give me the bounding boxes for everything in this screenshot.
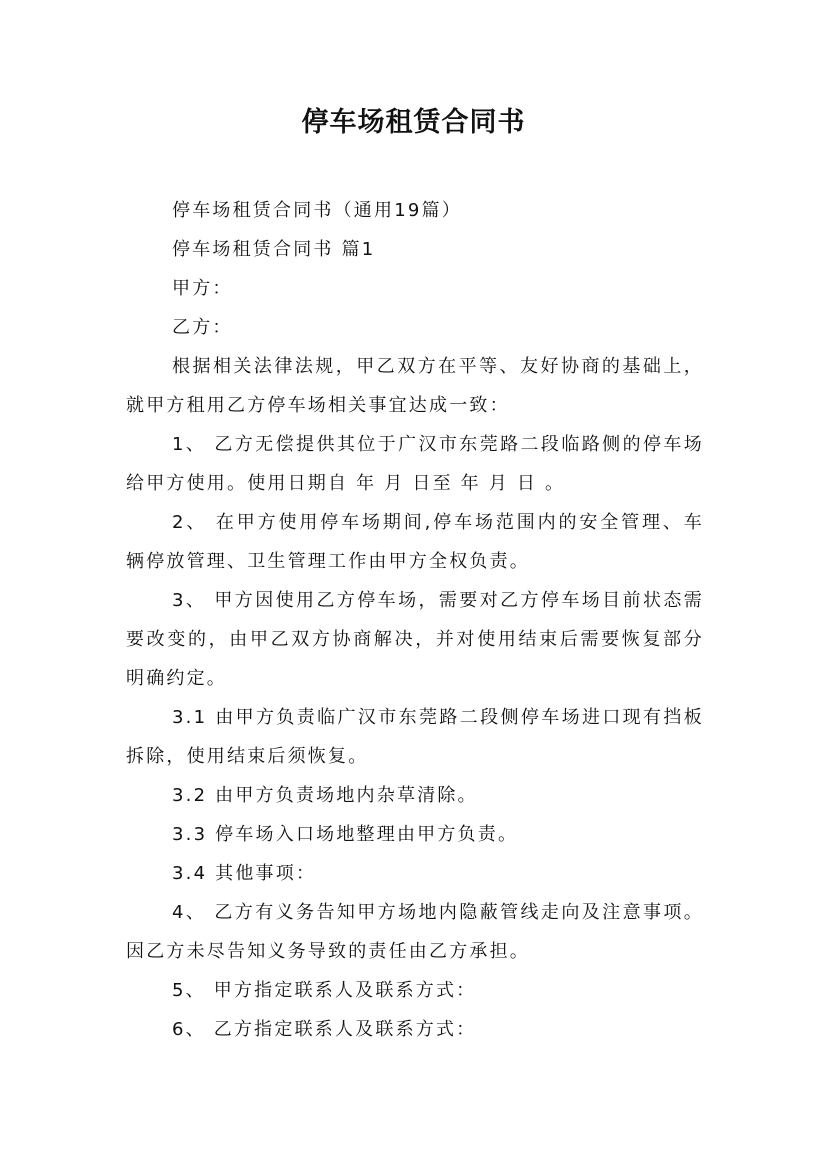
paragraph-party-b: 乙方： xyxy=(172,317,233,338)
paragraph-clause-3: 3、 甲方因使用乙方停车场，需要对乙方停车场目前状态需要改变的，由甲乙双方协商解决，并对使用结束后需要恢复部分明确约定。 xyxy=(126,590,704,689)
paragraph-clause-4: 4、 乙方有义务告知甲方场地内隐蔽管线走向及注意事项。因乙方未尽告知义务导致的责任由乙方承担。 xyxy=(126,902,704,962)
paragraph-clause-3-4: 3.4 其他事项： xyxy=(172,863,317,884)
paragraph-clause-5: 5、 甲方指定联系人及联系方式： xyxy=(172,980,477,1001)
paragraph-party-a: 甲方： xyxy=(172,278,233,299)
paragraph-clause-6: 6、 乙方指定联系人及联系方式： xyxy=(172,1019,477,1040)
paragraph-section-heading: 停车场租赁合同书 篇1 xyxy=(172,239,376,260)
paragraph-clause-1: 1、 乙方无偿提供其位于广汉市东莞路二段临路侧的停车场给甲方使用。使用日期自 年 月 日至 年 月 日 。 xyxy=(126,434,704,494)
document-title: 停车场租赁合同书 xyxy=(301,107,526,138)
paragraph-subtitle: 停车场租赁合同书（通用19篇） xyxy=(172,200,462,221)
paragraph-clause-3-3: 3.3 停车场入口场地整理由甲方负责。 xyxy=(172,824,519,845)
paragraph-clause-3-1: 3.1 由甲方负责临广汉市东莞路二段侧停车场进口现有挡板拆除，使用结束后须恢复。 xyxy=(126,707,704,767)
document-body xyxy=(126,191,704,1049)
paragraph-preamble: 根据相关法律法规，甲乙双方在平等、友好协商的基础上，就甲方租用乙方停车场相关事宜达成一致： xyxy=(126,356,704,416)
paragraph-clause-3-2: 3.2 由甲方负责场地内杂草清除。 xyxy=(172,785,478,806)
paragraph-clause-2: 2、 在甲方使用停车场期间,停车场范围内的安全管理、车辆停放管理、卫生管理工作由甲方全权负责。 xyxy=(126,512,704,572)
